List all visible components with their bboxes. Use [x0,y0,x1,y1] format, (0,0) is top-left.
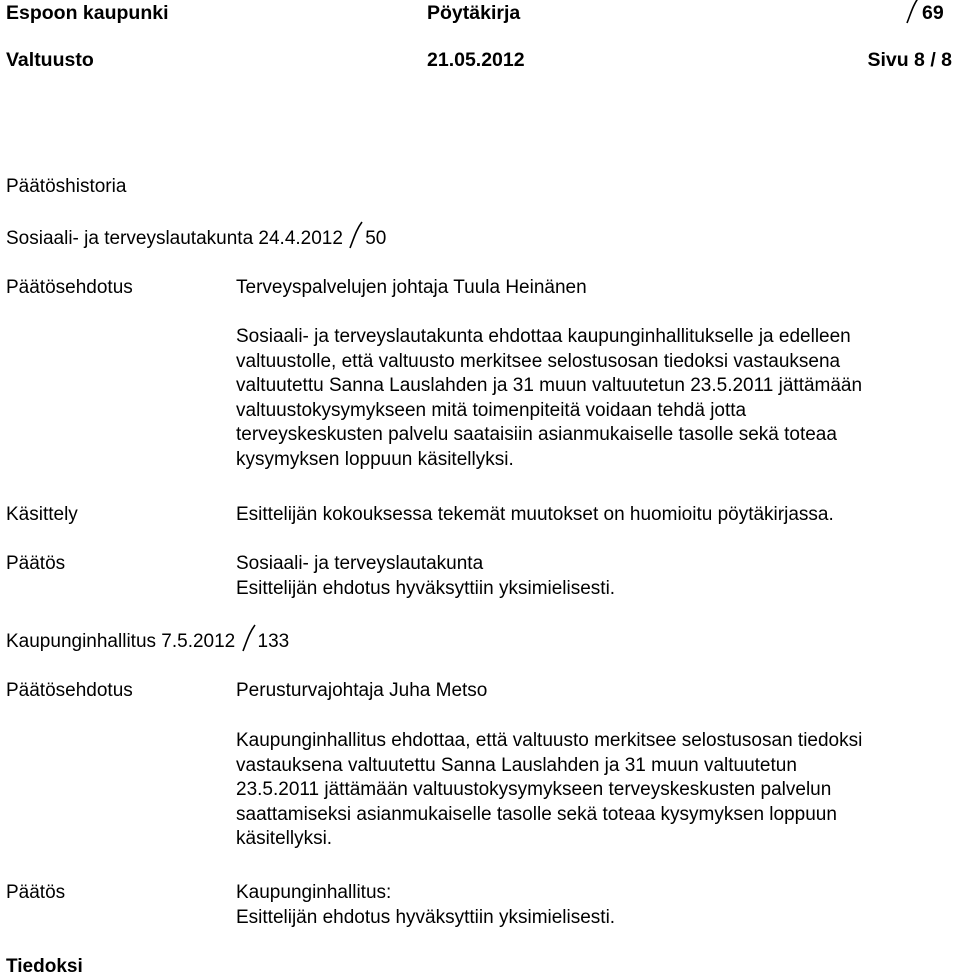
header-doc-type: Pöytäkirja [427,2,521,24]
decision-label: Päätös [6,553,66,574]
section-number: 133 [257,631,290,652]
proposal-line: kysymyksen loppuun käsitellyksi. [236,448,514,470]
decision-text [236,552,615,601]
section-sign-icon [348,226,362,246]
proposal-line: Sosiaali- ja terveyslautakunta ehdottaa kaupunginhallitukselle ja edelleen [236,326,851,347]
decision-label: Päätös [6,882,66,903]
proposal-line: valtuustolle, että valtuusto merkitsee selostusosan tiedoksi vastauksena [236,350,841,372]
proposal-text [236,325,862,472]
proposal-text [236,729,862,852]
proposal-line: terveyskeskusten palvelu saataisiin asianmukaiselle tasolle sekä toteaa [236,424,837,445]
proposal-label: Päätösehdotus [6,277,133,298]
header-organization: Espoon kaupunki [6,2,169,24]
proposal-line: valtuutettu Sanna Lauslahden ja 31 muun valtuutetun 23.5.2011 jättämään [236,375,863,396]
handling-text: Esittelijän kokouksessa tekemät muutokset on huomioitu pöytäkirjassa. [236,504,834,525]
proposal-line: Kaupunginhallitus ehdottaa, että valtuusto merkitsee selostusosan tiedoksi [236,730,863,751]
presenter: Terveyspalvelujen johtaja Tuula Heinänen [236,277,587,298]
header-number-value: 69 [922,2,944,24]
decision-line: Kaupunginhallitus: [236,882,392,903]
presenter: Perusturvajohtaja Juha Metso [236,680,488,701]
header-page: Sivu 8 / 8 [867,49,952,71]
header-number [905,1,944,25]
section-sign-icon [905,1,919,21]
section-heading [6,629,289,654]
section-heading [6,226,386,251]
proposal-line: vastauksena valtuutettu Sanna Lauslahden ja 31 muun valtuutetun [236,754,797,776]
section-heading-text: Sosiaali- ja terveyslautakunta 24.4.2012 [6,228,343,249]
footer-heading: Tiedoksi [6,956,83,977]
proposal-line: käsitellyksi. [236,828,333,849]
decision-text [236,881,615,930]
decision-line: Esittelijän ehdotus hyväksyttiin yksimielisesti. [236,906,616,928]
section-number: 50 [365,228,387,249]
header-date: 21.05.2012 [427,49,525,71]
proposal-line: saattamiseksi asianmukaiselle tasolle sekä toteaa kysymyksen loppuun [236,803,837,825]
handling-label: Käsittely [6,504,78,525]
proposal-label: Päätösehdotus [6,680,133,701]
section-sign-icon [241,629,255,649]
history-title: Päätöshistoria [6,176,127,197]
decision-line: Esittelijän ehdotus hyväksyttiin yksimielisesti. [236,577,616,599]
proposal-line: 23.5.2011 jättämään valtuustokysymykseen terveyskeskusten palvelun [236,779,832,800]
decision-line: Sosiaali- ja terveyslautakunta [236,553,484,574]
header-body: Valtuusto [6,49,94,71]
proposal-line: valtuustokysymykseen mitä toimenpiteitä voidaan tehdä jotta [236,399,747,421]
section-heading-text: Kaupunginhallitus 7.5.2012 [6,631,236,652]
